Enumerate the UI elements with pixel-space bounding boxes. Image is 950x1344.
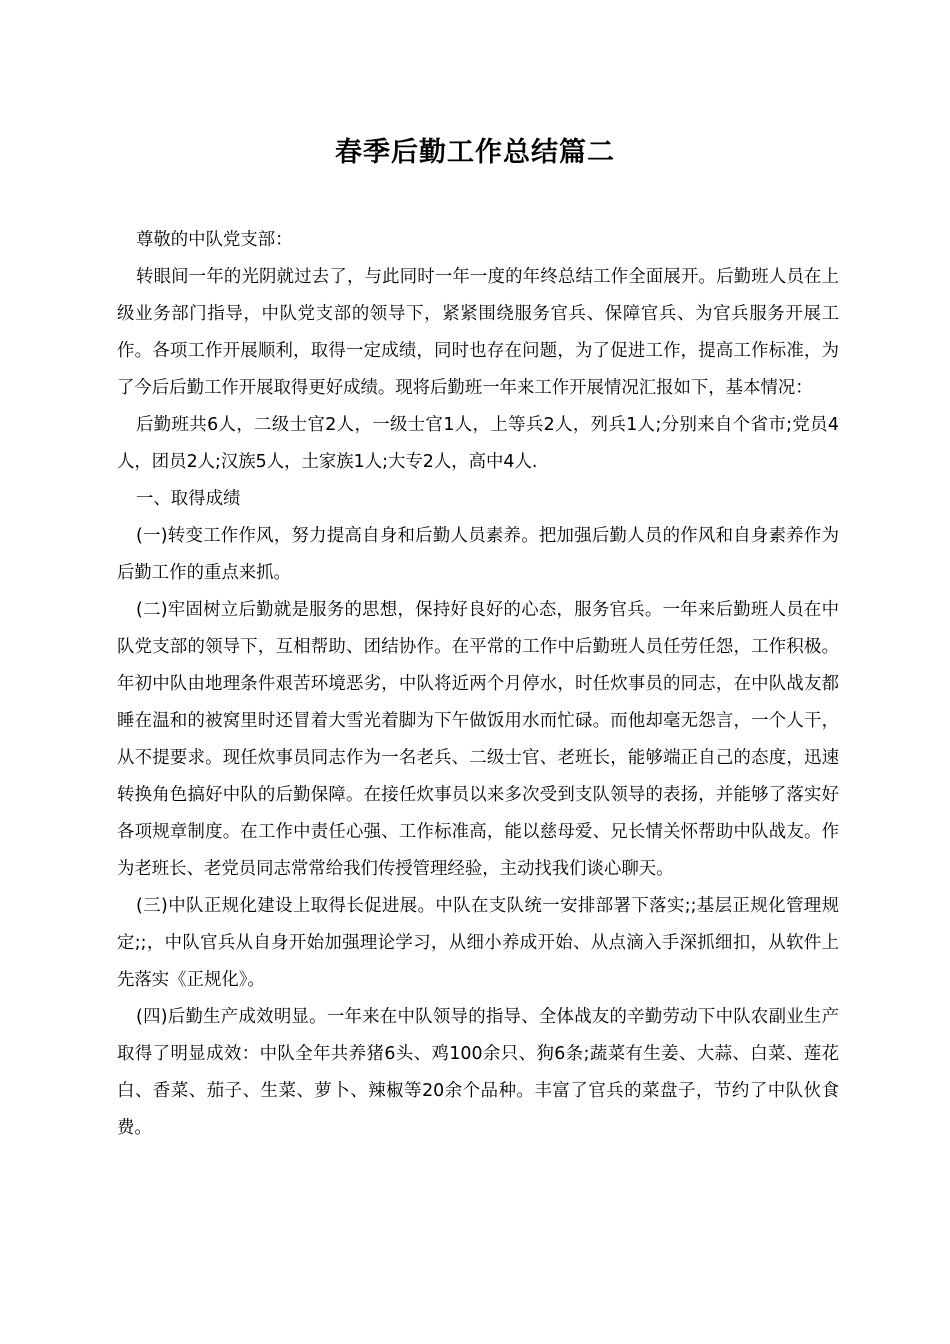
document-title: 春季后勤工作总结篇二	[335, 137, 615, 168]
intro-paragraph: 转眼间一年的光阴就过去了，与此同时一年一度的年终总结工作全面展开。后勤班人员在上级业务部门指导，中队党支部的领导下，紧紧围绕服务官兵、保障官兵、为官兵服务开展工作。各项工作开展顺利，取得一定成绩，同时也存在问题，为了促进工作，提高工作标准，为了今后后勤工作开展取得更好成绩。现将后勤班一年来工作开展情况汇报如下，基本情况：	[117, 267, 839, 398]
achievement-item-1: (一)转变工作作风，努力提高自身和后勤人员素养。把加强后勤人员的作风和自身素养作为后勤工作的重点来抓。	[117, 526, 839, 583]
section-heading: 一、取得成绩	[136, 489, 241, 509]
document-body	[117, 222, 839, 1147]
achievement-item-4: (四)后勤生产成效明显。一年来在中队领导的指导、全体战友的辛勤劳动下中队农副业生产取得了明显成效：中队全年共养猪6头、鸡100余只、狗6条;蔬菜有生姜、大蒜、白菜、莲花白、香菜、茄子、生菜、萝卜、辣椒等20余个品种。丰富了官兵的菜盘子，节约了中队伙食费。	[117, 1007, 839, 1138]
achievement-item-2: (二)牢固树立后勤就是服务的思想，保持好良好的心态，服务官兵。一年来后勤班人员在中队党支部的领导下，互相帮助、团结协作。在平常的工作中后勤班人员任劳任怨，工作积极。年初中队由地理条件艰苦环境恶劣，中队将近两个月停水，时任炊事员的同志，在中队战友都睡在温和的被窝里时还冒着大雪光着脚为下午做饭用水而忙碌。而他却毫无怨言，一个人干，从不提要求。现任炊事员同志作为一名老兵、二级士官、老班长，能够端正自己的态度，迅速转换角色搞好中队的后勤保障。在接任炊事员以来多次受到支队领导的表扬，并能够了落实好各项规章制度。在工作中责任心强、工作标准高，能以慈母爱、兄长情关怀帮助中队战友。作为老班长、老党员同志常常给我们传授管理经验，主动找我们谈心聊天。	[117, 600, 839, 879]
salutation: 尊敬的中队党支部：	[136, 230, 293, 250]
basic-info-paragraph: 后勤班共6人，二级士官2人，一级士官1人，上等兵2人，列兵1人;分别来自个省市;党员4人，团员2人;汉族5人，土家族1人;大专2人，高中4人.	[117, 415, 839, 472]
achievement-item-3: (三)中队正规化建设上取得长促进展。中队在支队统一安排部署下落实;;基层正规化管理规定;;，中队官兵从自身开始加强理论学习，从细小养成开始、从点滴入手深抓细扣，从软件上先落实《正规化》。	[117, 896, 839, 990]
